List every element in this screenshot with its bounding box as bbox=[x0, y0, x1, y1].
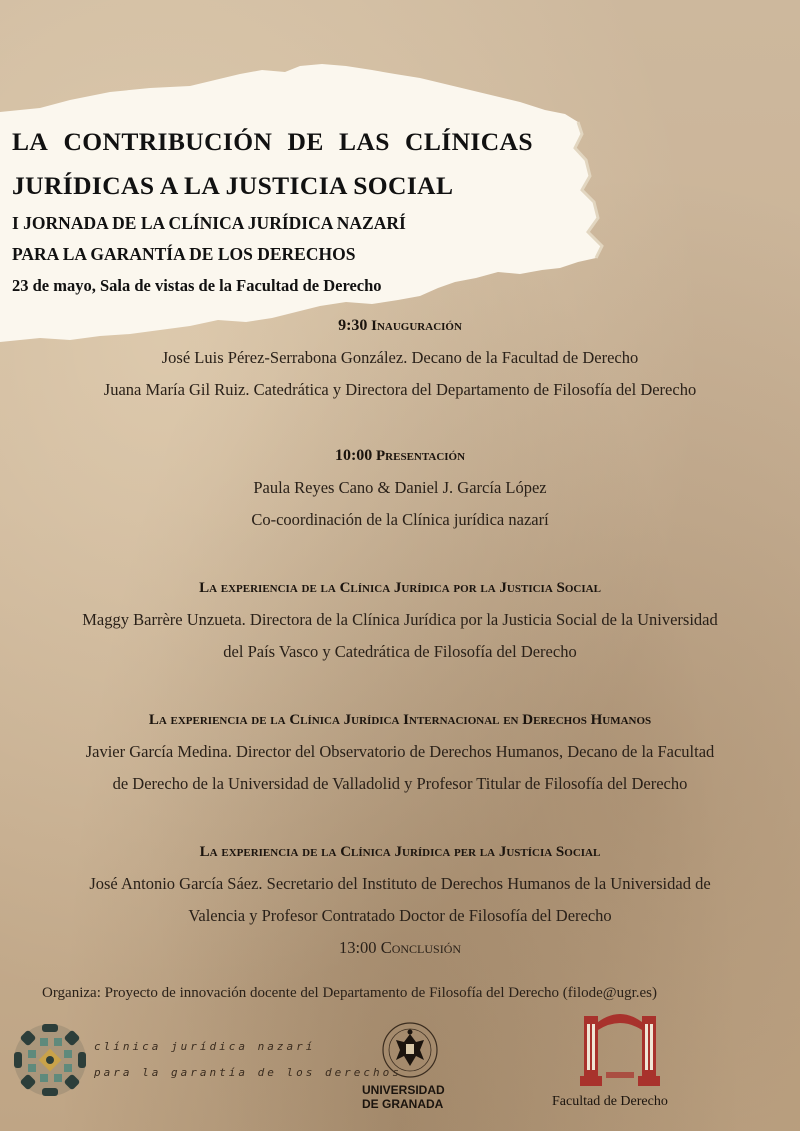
session-heading: La experiencia de la Clínica Jurídica per la Justícia Social bbox=[199, 844, 601, 860]
speaker-line: Valencia y Profesor Contratado Doctor de Filosofía del Derecho bbox=[188, 906, 612, 925]
ugr-name bbox=[362, 1083, 445, 1111]
ugr-crest-icon bbox=[380, 1020, 440, 1080]
inauguration-time: 9:30 bbox=[338, 317, 368, 334]
speaker-line: Maggy Barrère Unzueta. Directora de la Clínica Jurídica por la Justicia Social de la Universidad bbox=[82, 610, 718, 629]
presenters-role-line: Co-coordinación de la Clínica jurídica nazarí bbox=[251, 510, 549, 529]
title-word: DE bbox=[287, 127, 324, 156]
faculty-name: Facultad de Derecho bbox=[552, 1094, 668, 1109]
organizer-note: Organiza: Proyecto de innovación docente del Departamento de Filosofía del Derecho (filode@ugr.es) bbox=[42, 985, 657, 1001]
event-subtitle-line-1: I JORNADA DE LA CLÍNICA JURÍDICA NAZARÍ bbox=[12, 213, 406, 233]
title-word: LAS bbox=[339, 127, 390, 156]
clinica-mosaic-logo-icon bbox=[12, 1022, 88, 1098]
session-heading: La experiencia de la Clínica Jurídica por la Justicia Social bbox=[199, 580, 601, 596]
logos-footer bbox=[0, 1010, 800, 1131]
speaker-line: Javier García Medina. Director del Observatorio de Derechos Humanos, Decano de la Facultad bbox=[85, 742, 715, 761]
inauguration-heading bbox=[0, 310, 800, 342]
clinica-motto-line: para la garantía de los derechos bbox=[94, 1066, 402, 1079]
conclusion-time: 13:00 bbox=[338, 938, 377, 957]
presenters-line: Paula Reyes Cano & Daniel J. García López bbox=[253, 478, 547, 497]
title-word: CLÍNICAS bbox=[405, 127, 533, 156]
speaker-line: Juana María Gil Ruiz. Catedrática y Directora del Departamento de Filosofía del Derecho bbox=[103, 380, 697, 399]
speaker-line: de Derecho de la Universidad de Valladolid y Profesor Titular de Filosofía del Derecho bbox=[112, 774, 688, 793]
title-word: LA bbox=[12, 127, 49, 156]
program bbox=[0, 310, 800, 964]
event-title-line-1 bbox=[12, 120, 533, 164]
event-title-line-2: JURÍDICAS A LA JUSTICIA SOCIAL bbox=[12, 171, 454, 200]
facultad-arch-logo-icon bbox=[578, 1010, 664, 1092]
ugr-name-line-2: DE GRANADA bbox=[362, 1097, 444, 1111]
presentation-heading bbox=[0, 440, 800, 472]
inauguration-label: Inauguración bbox=[371, 318, 462, 334]
conclusion-label: Conclusión bbox=[380, 938, 462, 957]
ugr-name-line-1: UNIVERSIDAD bbox=[362, 1083, 445, 1097]
speaker-line: José Luis Pérez-Serrabona González. Decano de la Facultad de Derecho bbox=[161, 348, 639, 367]
presentation-label: Presentación bbox=[376, 448, 466, 464]
speaker-line: José Antonio García Sáez. Secretario del Instituto de Derechos Humanos de la Universidad de bbox=[89, 874, 711, 893]
title-word: CONTRIBUCIÓN bbox=[63, 127, 273, 156]
conclusion-line bbox=[0, 932, 800, 964]
event-date-place: 23 de mayo, Sala de vistas de la Facultad de Derecho bbox=[12, 276, 382, 295]
event-subtitle-line-2: PARA LA GARANTÍA DE LOS DERECHOS bbox=[12, 244, 356, 264]
speaker-line: del País Vasco y Catedrática de Filosofía del Derecho bbox=[223, 642, 577, 661]
session-heading: La experiencia de la Clínica Jurídica Internacional en Derechos Humanos bbox=[148, 712, 652, 728]
clinica-name-line: clínica jurídica nazarí bbox=[94, 1040, 316, 1053]
event-header bbox=[12, 120, 612, 302]
presentation-time: 10:00 bbox=[334, 447, 373, 464]
